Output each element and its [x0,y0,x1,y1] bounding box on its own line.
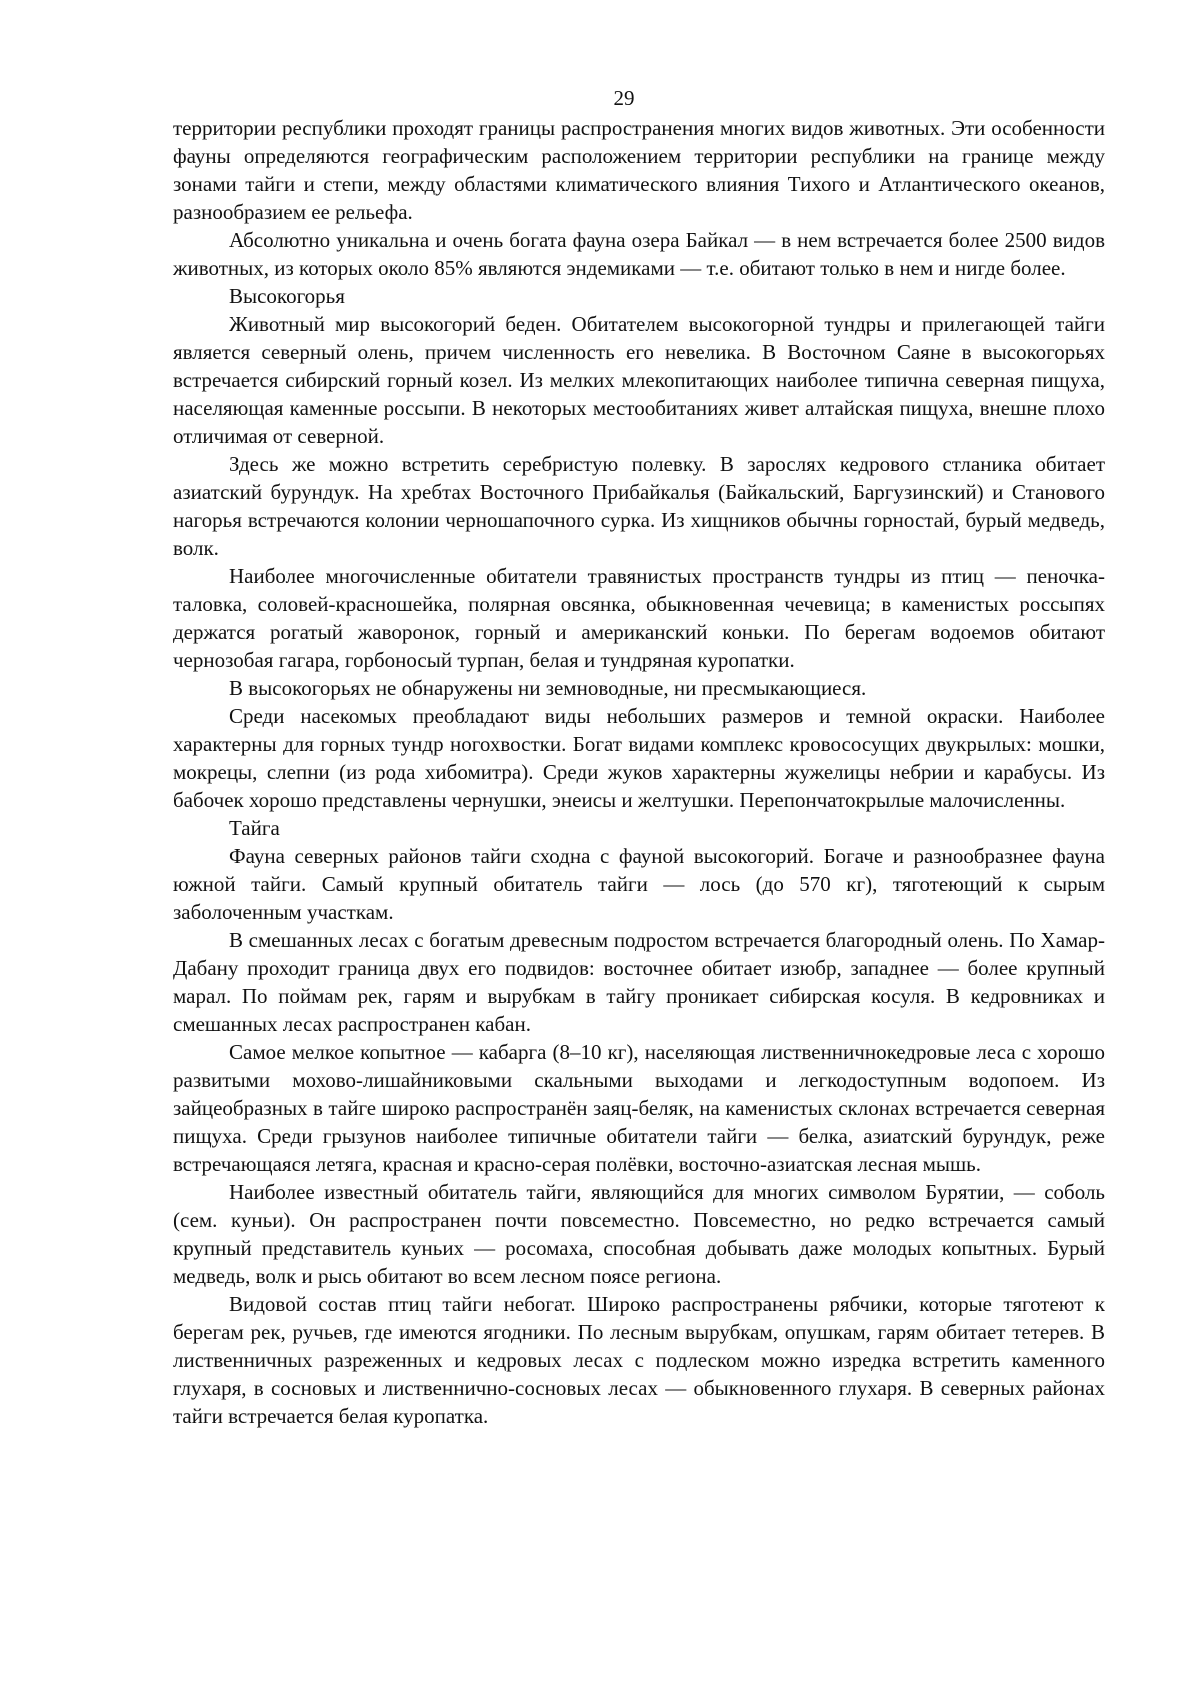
paragraph: Видовой состав птиц тайги небогат. Широко распространены рябчики, которые тяготеют к берегам рек, ручьев, где имеются ягодники. По лесным вырубкам, опушкам, гарям обитает тетерев. В лиственничных разреженных и кедровых лесах с подлеском можно изредка встретить каменного глухаря, в сосновых и лиственнично-сосновых лесах — обыкновенного глухаря. В северных районах тайги встречается белая куропатка. [173,1292,1105,1428]
section-heading: Высокогорья [229,284,345,308]
paragraph: Наиболее известный обитатель тайги, являющийся для многих символом Бурятии, — соболь (сем. куньи). Он распространен почти повсеместно. Повсеместно, но редко встречается самый крупный представитель куньих — росомаха, способная добывать даже молодых копытных. Бурый медведь, волк и рысь обитают во всем лесном поясе региона. [173,1180,1105,1288]
section-heading: Тайга [229,816,280,840]
paragraph: территории республики проходят границы распространения многих видов животных. Эти особенности фауны определяются географическим расположением территории республики на границе между зонами тайги и степи, между областями климатического влияния Тихого и Атлантического океанов, разнообразием ее рельефа. [173,116,1105,224]
page-number: 29 [613,86,635,110]
paragraph: Среди насекомых преобладают виды небольших размеров и темной окраски. Наиболее характерны для горных тундр ногохвостки. Богат видами комплекс кровососущих двукрылых: мошки, мокрецы, слепни (из рода хибомитра). Среди жуков характерны жужелицы небрии и карабусы. Из бабочек хорошо представлены чернушки, энеисы и желтушки. Перепончатокрылые малочисленны. [173,704,1105,812]
paragraph: Самое мелкое копытное — кабарга (8–10 кг), населяющая лиственничнокедровые леса с хорошо развитыми мохово-лишайниковыми скальными выходами и легкодоступным водопоем. Из зайцеобразных в тайге широко распространён заяц-беляк, на каменистых склонах встречается северная пищуха. Среди грызунов наиболее типичные обитатели тайги — белка, азиатский бурундук, реже встречающаяся летяга, красная и красно-серая полёвки, восточно-азиатская лесная мышь. [173,1040,1105,1176]
paragraph: Фауна северных районов тайги сходна с фауной высокогорий. Богаче и разнообразнее фауна южной тайги. Самый крупный обитатель тайги — лось (до 570 кг), тяготеющий к сырым заболоченным участкам. [173,844,1105,924]
paragraph: Здесь же можно встретить серебристую полевку. В зарослях кедрового стланика обитает азиатский бурундук. На хребтах Восточного Прибайкалья (Байкальский, Баргузинский) и Станового нагорья встречаются колонии черношапочного сурка. Из хищников обычны горностай, бурый медведь, волк. [173,452,1105,560]
document-body [173,114,1105,1430]
paragraph: Наиболее многочисленные обитатели травянистых пространств тундры из птиц — пеночка-таловка, соловей-красношейка, полярная овсянка, обыкновенная чечевица; в каменистых россыпях держатся рогатый жаворонок, горный и американский коньки. По берегам водоемов обитают чернозобая гагара, горбоносый турпан, белая и тундряная куропатки. [173,564,1105,672]
paragraph: Животный мир высокогорий беден. Обитателем высокогорной тундры и прилегающей тайги является северный олень, причем численность его невелика. В Восточном Саяне в высокогорьях встречается сибирский горный козел. Из мелких млекопитающих наиболее типична северная пищуха, населяющая каменные россыпи. В некоторых местообитаниях живет алтайская пищуха, внешне плохо отличимая от северной. [173,312,1105,448]
paragraph: В смешанных лесах с богатым древесным подростом встречается благородный олень. По Хамар-Дабану проходит граница двух его подвидов: восточнее обитает изюбр, западнее — более крупный марал. По поймам рек, гарям и вырубкам в тайгу проникает сибирская косуля. В кедровниках и смешанных лесах распространен кабан. [173,928,1105,1036]
paragraph: Абсолютно уникальна и очень богата фауна озера Байкал — в нем встречается более 2500 видов животных, из которых около 85% являются эндемиками — т.е. обитают только в нем и нигде более. [173,228,1105,280]
paragraph: В высокогорьях не обнаружены ни земноводные, ни пресмыкающиеся. [229,676,867,700]
